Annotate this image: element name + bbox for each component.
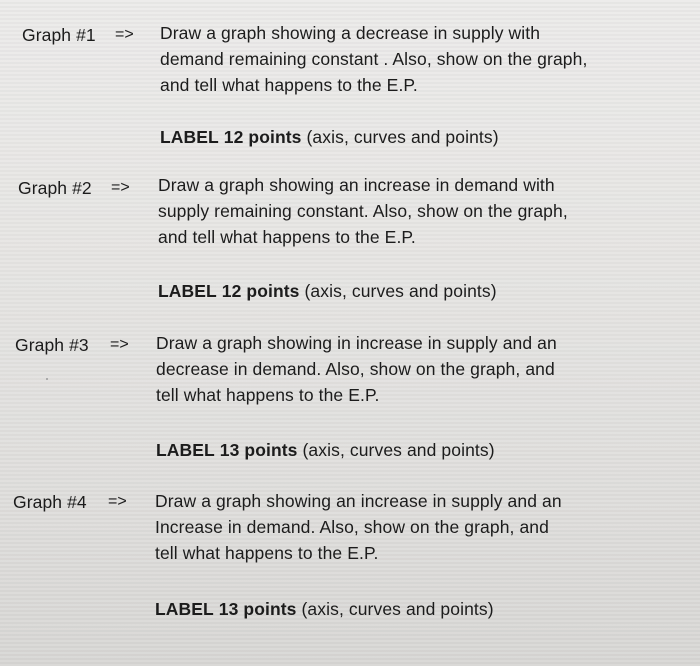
paper-speck	[46, 378, 48, 380]
label-points: 12 points	[223, 127, 302, 147]
graph-label: Graph #4	[13, 492, 87, 512]
description-line: Increase in demand. Also, show on the graph, and	[155, 517, 549, 537]
graph-description	[156, 330, 636, 408]
label-detail: (axis, curves and points)	[297, 440, 495, 460]
graph-description	[158, 172, 638, 250]
graph-label: Graph #2	[18, 178, 92, 198]
label-points: 13 points	[218, 599, 297, 619]
label-detail: (axis, curves and points)	[299, 281, 497, 301]
graph-description	[160, 20, 640, 98]
label-requirement	[158, 278, 497, 304]
description-line: and tell what happens to the E.P.	[160, 75, 418, 95]
description-line: and tell what happens to the E.P.	[158, 227, 416, 247]
graph-label: Graph #3	[15, 335, 89, 355]
label-keyword: LABEL	[160, 127, 219, 147]
description-line: tell what happens to the E.P.	[155, 543, 379, 563]
graph-description	[155, 488, 635, 566]
description-line: decrease in demand. Also, show on the graph, and	[156, 359, 555, 379]
label-requirement	[156, 437, 495, 463]
label-keyword: LABEL	[158, 281, 217, 301]
arrow-symbol: =>	[111, 179, 130, 196]
arrow-symbol: =>	[110, 336, 129, 353]
description-line: supply remaining constant. Also, show on the graph,	[158, 201, 568, 221]
graph-label: Graph #1	[22, 25, 96, 45]
description-line: Draw a graph showing in increase in supply and an	[156, 333, 557, 353]
description-line: demand remaining constant . Also, show on the graph,	[160, 49, 588, 69]
label-detail: (axis, curves and points)	[301, 127, 499, 147]
arrow-symbol: =>	[108, 493, 127, 510]
label-detail: (axis, curves and points)	[296, 599, 494, 619]
label-points: 13 points	[219, 440, 298, 460]
description-line: Draw a graph showing an increase in demand with	[158, 175, 555, 195]
description-line: tell what happens to the E.P.	[156, 385, 380, 405]
description-line: Draw a graph showing an increase in supply and an	[155, 491, 562, 511]
arrow-symbol: =>	[115, 26, 134, 43]
label-keyword: LABEL	[156, 440, 215, 460]
label-requirement	[160, 124, 499, 150]
label-keyword: LABEL	[155, 599, 214, 619]
label-requirement	[155, 596, 494, 622]
description-line: Draw a graph showing a decrease in supply with	[160, 23, 541, 43]
label-points: 12 points	[221, 281, 300, 301]
